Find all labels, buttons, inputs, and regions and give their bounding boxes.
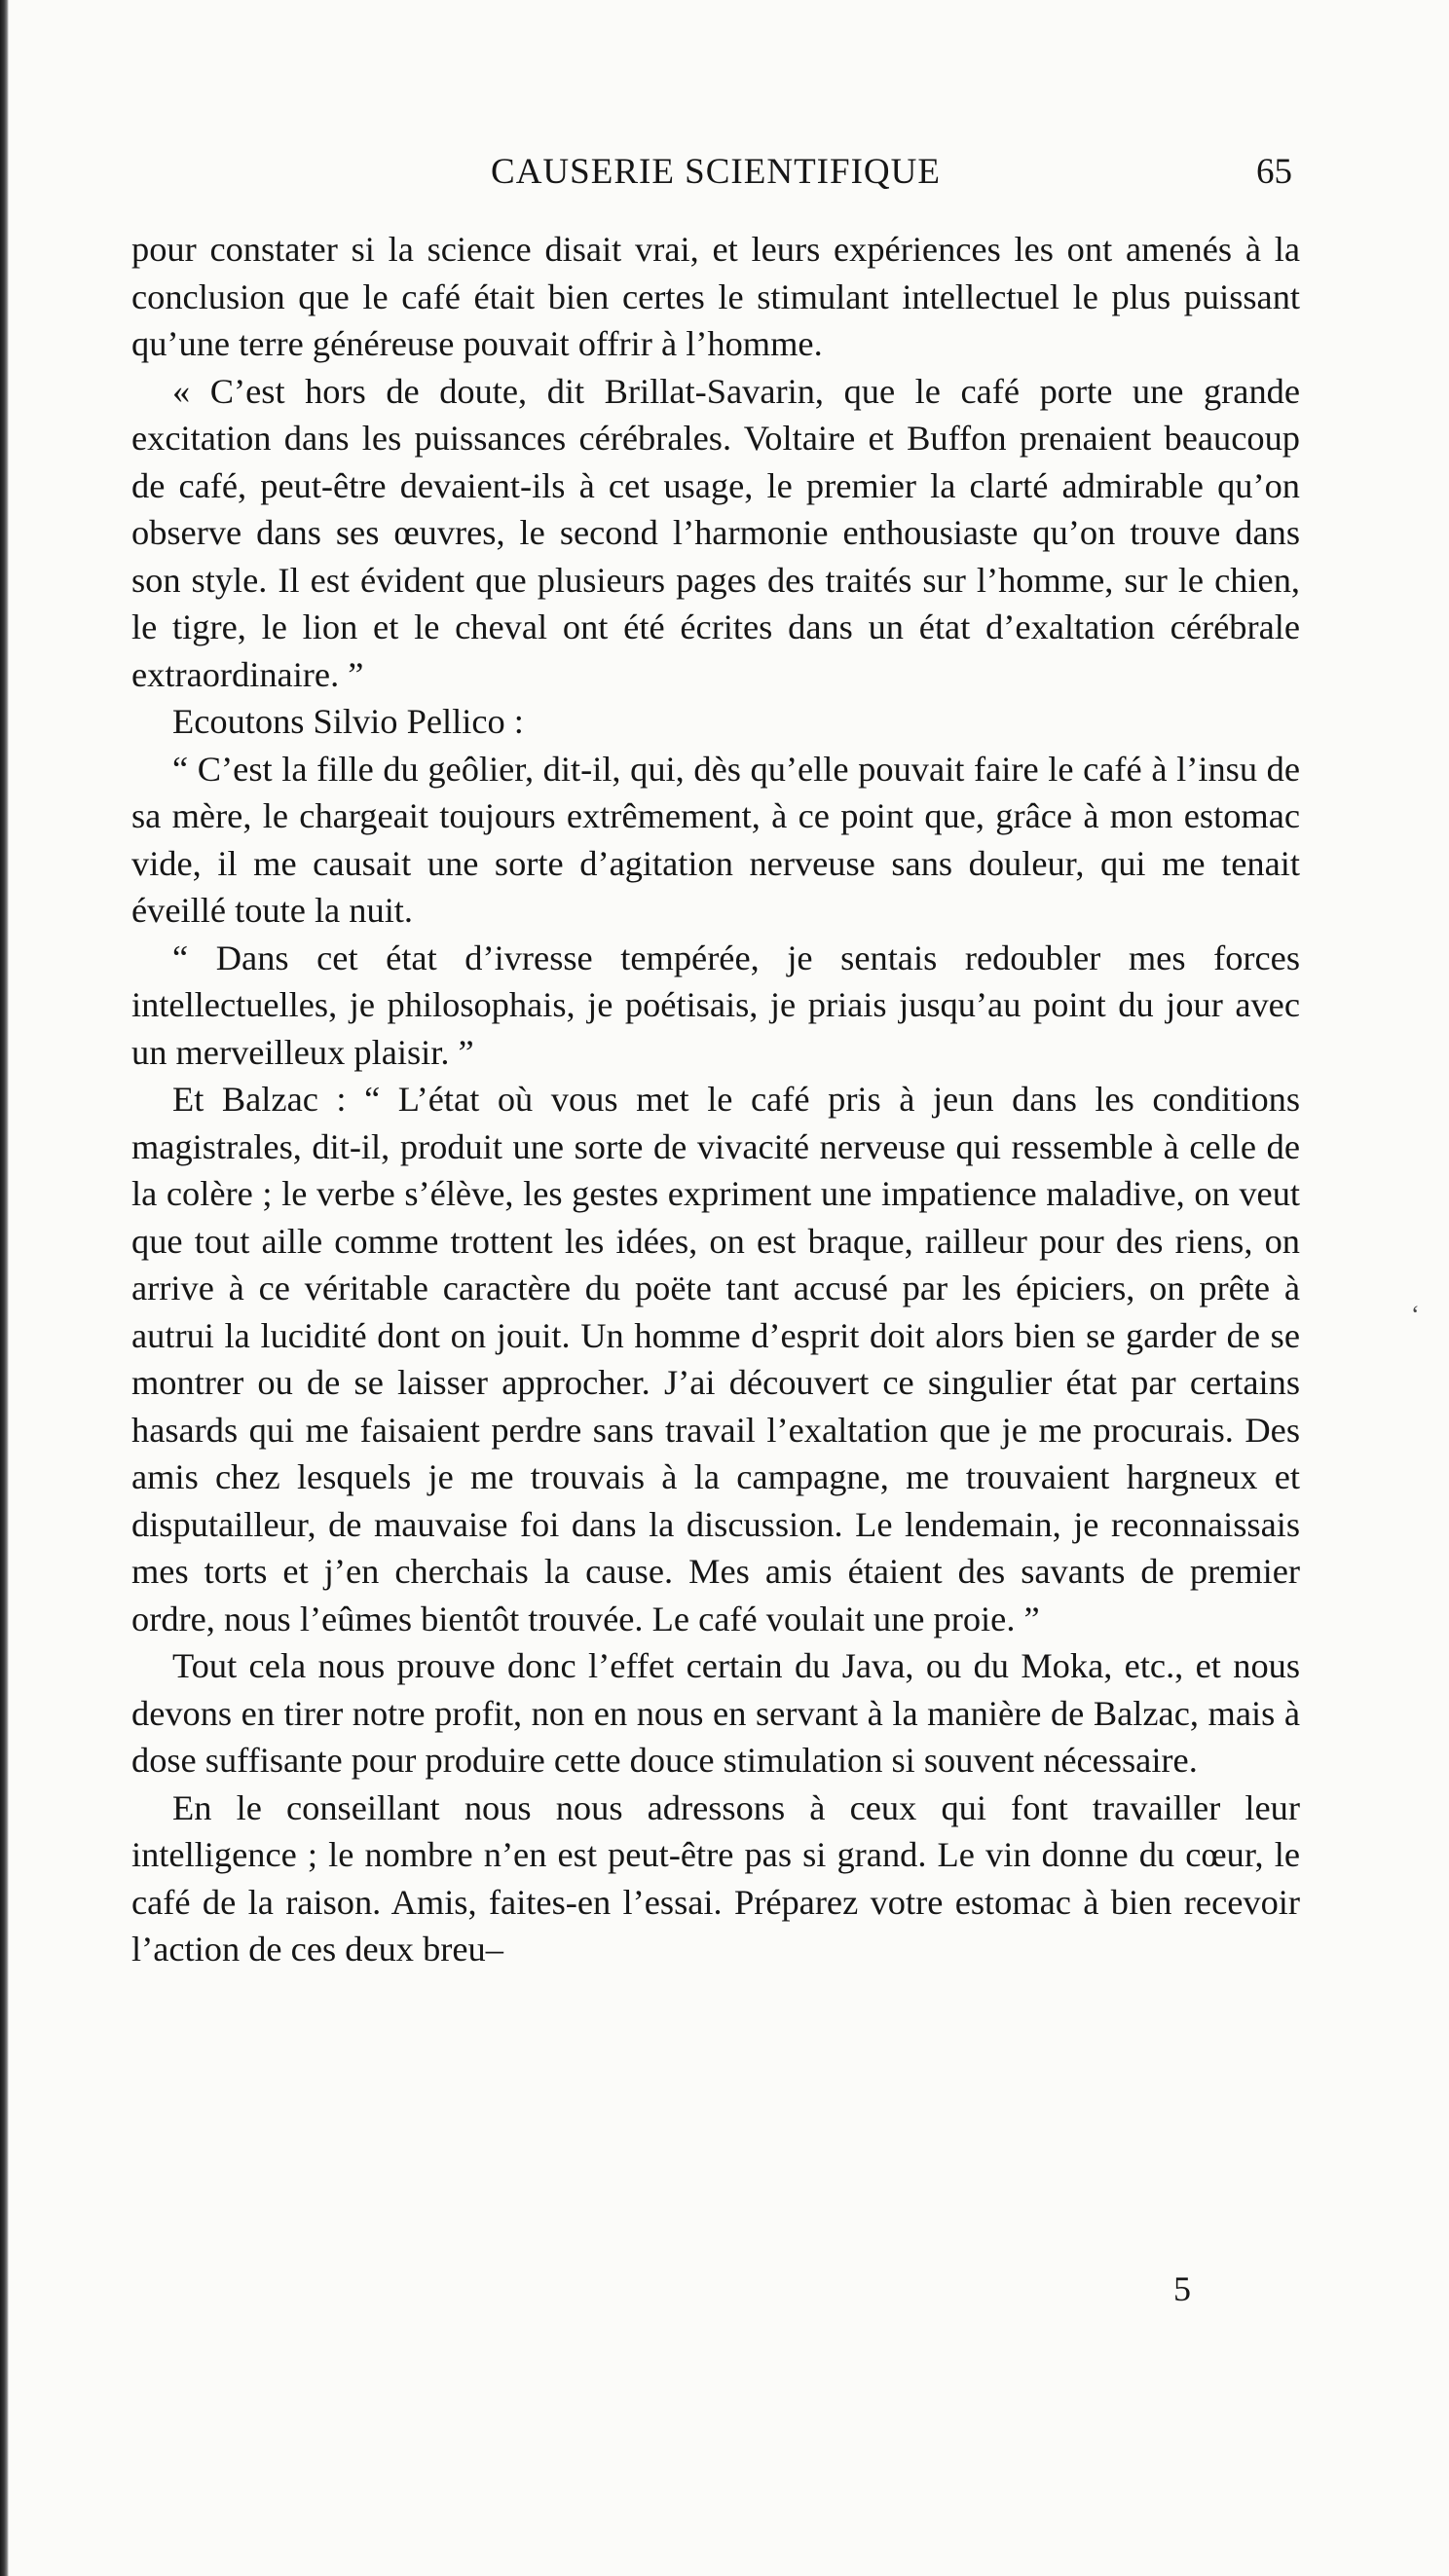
stray-ink-mark: ‘ <box>1411 1301 1420 1329</box>
page-number: 65 <box>1256 152 1292 192</box>
body-text <box>131 226 1300 1973</box>
paragraph-balzac-quote: Et Balzac : “ L’état où vous met le café pris à jeun dans les conditions magistrales, dit-il, produit une sorte de vivacité nerveuse qui ressemble à celle de la colère ; le verbe s’élève, les gestes expriment une impatience maladive, on veut que tout aille comme trottent les idées, on est braque, railleur pour des riens, on arrive à ce véritable caractère du poëte tant accusé par les épiciers, on prête à autrui la lucidité dont on jouit. Un homme d’esprit doit alors bien se garder de se montrer ou de se laisser approcher. J’ai découvert ce singulier état par certains hasards qui me faisaient perdre sans travail l’exaltation que je me procurais. Des amis chez lesquels je me trouvais à la campagne, me trouvaient hargneux et disputailleur, de mauvaise foi dans la discussion. Le lendemain, je reconnaissais mes torts et j’en cherchais la cause. Mes amis étaient des savants de premier ordre, nous l’eûmes bientôt trouvée. Le café voulait une proie. ” <box>131 1080 1300 1638</box>
paragraph-pellico-quote-2: “ Dans cet état d’ivresse tempérée, je sentais redoubler mes forces intellectuelles, je philosophais, je poétisais, je priais jusqu’au point du jour avec un merveilleux plaisir. ” <box>131 938 1300 1072</box>
paragraph-pellico-intro: Ecoutons Silvio Pellico : <box>172 702 524 741</box>
paragraph-continuation: pour constater si la science disait vrai, et leurs expériences les ont amenés à la conclusion que le café était bien certes le stimulant intellectuel le plus puissant qu’une terre généreuse pouvait offrir à l’homme. <box>131 230 1300 363</box>
paragraph-brillat-savarin-quote: « C’est hors de doute, dit Brillat-Savarin, que le café porte une grande excitation dans les puissances cérébrales. Voltaire et Buffon prenaient beaucoup de café, peut-être devaient-ils à cet usage, le premier la clarté admirable qu’on observe dans ses œuvres, le second l’harmonie enthousiaste qu’on trouve dans son style. Il est évident que plusieurs pages des traités sur l’homme, sur le chien, le tigre, le lion et le cheval ont été écrites dans un état d’exaltation cérébrale extraordinaire. ” <box>131 371 1300 694</box>
paragraph-conclusion: Tout cela nous prouve donc l’effet certain du Java, ou du Moka, etc., et nous devons en tirer notre profit, non en nous en servant à la manière de Balzac, mais à dose suffisante pour produire cette douce stimulation si souvent nécessaire. <box>131 1646 1300 1780</box>
signature-mark: 5 <box>1173 2269 1191 2308</box>
scanned-page-edge <box>0 0 9 2576</box>
paragraph-pellico-quote-1: “ C’est la fille du geôlier, dit-il, qui, dès qu’elle pouvait faire le café à l’insu de sa mère, le chargeait toujours extrêmement, à ce point que, grâce à mon estomac vide, il me causait une sorte d’agitation nerveuse sans douleur, qui me tenait éveillé toute la nuit. <box>131 749 1300 930</box>
running-title: CAUSERIE SCIENTIFIQUE <box>491 152 941 192</box>
paragraph-advice: En le conseillant nous nous adressons à ceux qui font travailler leur intelligence ; le nombre n’en est peut-être pas si grand. Le vin donne du cœur, le café de la raison. Amis, faites-en l’essai. Préparez votre estomac à bien recevoir l’action de ces deux breu– <box>131 1787 1300 1969</box>
running-head <box>131 151 1300 200</box>
